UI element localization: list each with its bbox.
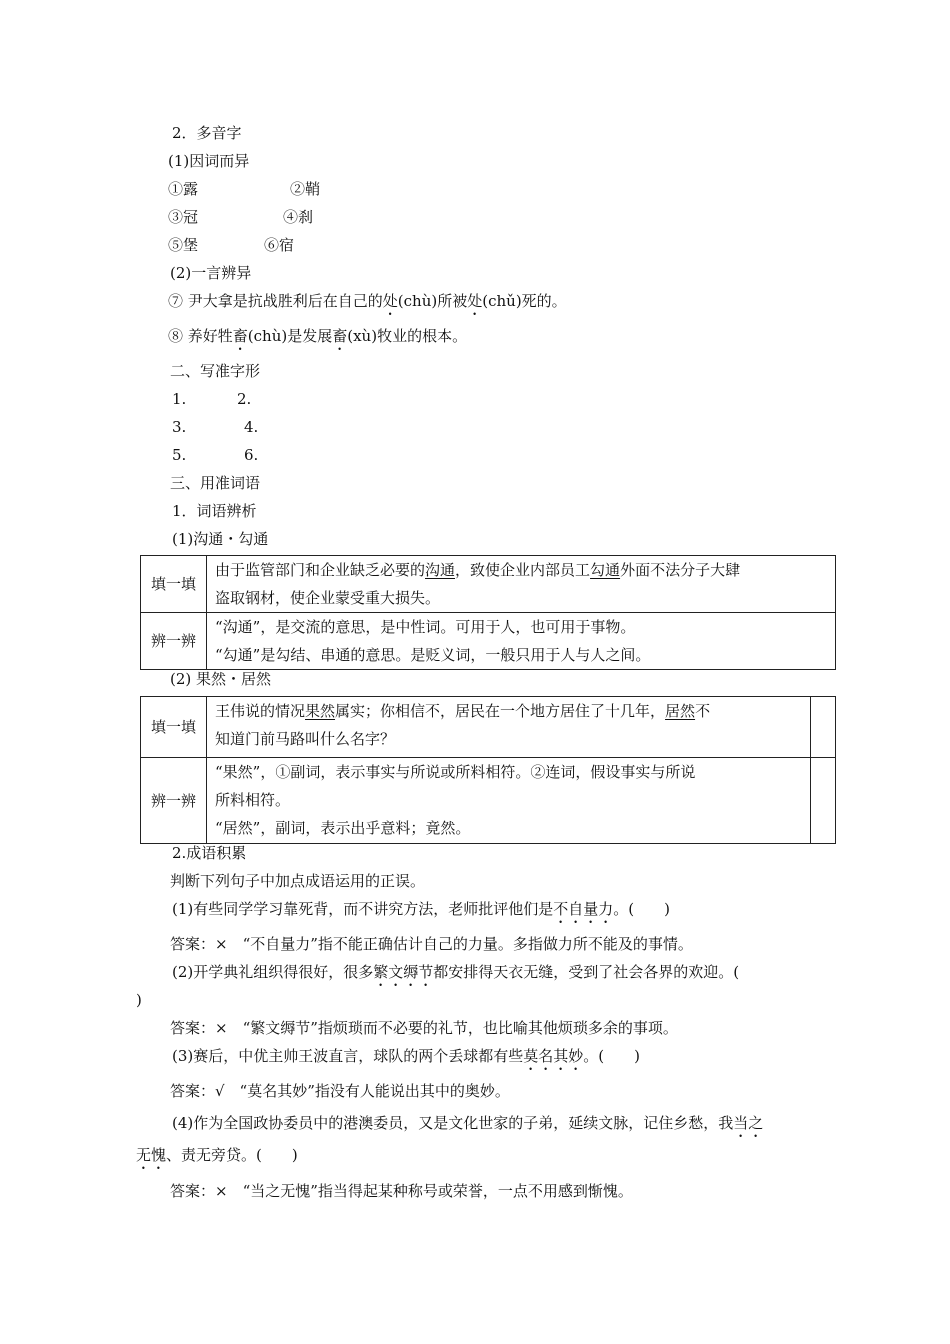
- polyphone-heading: 2．多音字: [172, 124, 242, 142]
- idiom-heading: 2.成语积累: [172, 844, 247, 862]
- diff-explanation: “沟通”，是交流的意思，是中性词。可用于人，也可用于事物。 “勾通”是勾结、串通的意思。是贬义词，一般只用于人与人之间。: [207, 613, 836, 670]
- sentence-8: ⑧ 养好牲畜(chù)是发展畜(xù)牧业的根本。: [168, 327, 468, 345]
- question-4-cont: 无愧、责无旁贷。( ): [136, 1146, 298, 1164]
- fill-label: 填一填: [141, 697, 207, 758]
- polyphone-item: ③冠: [168, 208, 199, 226]
- answer-3: 答案：√ “莫名其妙”指没有人能说出其中的奥妙。: [170, 1082, 510, 1100]
- question-4: (4)作为全国政协委员中的港澳委员，又是文化世家的子弟，延续文脉，记住乡愁，我当之: [172, 1114, 764, 1132]
- glyph-item: 2.: [237, 390, 252, 408]
- table2-title: (2) 果然・居然: [170, 670, 272, 688]
- idiom-intro: 判断下列句子中加点成语运用的正误。: [170, 872, 426, 890]
- polyphone-item: ②鞘: [290, 180, 321, 198]
- word-analysis-heading: 1．词语辨析: [172, 502, 257, 520]
- polyphone-item: ⑥宿: [264, 236, 295, 254]
- glyph-item: 3.: [172, 418, 187, 436]
- answer-2: 答案：× “繁文缛节”指烦琐而不必要的礼节，也比喻其他烦琐多余的事项。: [170, 1019, 678, 1037]
- diff-label: 辨一辨: [141, 758, 207, 844]
- polyphone-item: ⑤堡: [168, 236, 199, 254]
- polyphone-sub2: (2)一言辨异: [170, 264, 252, 282]
- word-table-2: [140, 696, 836, 844]
- question-2: (2)开学典礼组织得很好，很多繁文缛节都安排得天衣无缝，受到了社会各界的欢迎。(: [172, 963, 740, 981]
- glyph-item: 4.: [244, 418, 259, 436]
- answer-4: 答案：× “当之无愧”指当得起某种称号或荣誉，一点不用感到惭愧。: [170, 1182, 633, 1200]
- glyph-item: 1.: [172, 390, 187, 408]
- answer-1: 答案：× “不自量力”指不能正确估计自己的力量。多指做力所不能及的事情。: [170, 935, 693, 953]
- glyph-item: 6.: [244, 446, 259, 464]
- empty-cell: [811, 758, 836, 844]
- sentence-7: ⑦ 尹大拿是抗战胜利后在自己的处(chù)所被处(chǔ)死的。: [168, 292, 567, 310]
- glyph-item: 5.: [172, 446, 187, 464]
- fill-label: 填一填: [141, 556, 207, 613]
- question-1: (1)有些同学学习靠死背，而不讲究方法，老师批评他们是不自量力。( ): [172, 900, 670, 918]
- polyphone-item: ①露: [168, 180, 199, 198]
- empty-cell: [811, 697, 836, 758]
- table1-title: (1)沟通・勾通: [172, 530, 269, 548]
- word-section-heading: 三、用准词语: [170, 474, 261, 492]
- question-3: (3)赛后，中优主帅王波直言，球队的两个丢球都有些莫名其妙。( ): [172, 1047, 640, 1065]
- diff-explanation: “果然”，①副词，表示事实与所说或所料相符。②连词，假设事实与所说 所料相符。 “居然”，副词，表示出乎意料；竟然。: [207, 758, 811, 844]
- fill-sentence: 由于监管部门和企业缺乏必要的沟通，致使企业内部员工勾通外面不法分子大肆 盗取钢材，使企业蒙受重大损失。: [207, 556, 836, 613]
- polyphone-sub1: (1)因词而异: [168, 152, 250, 170]
- word-table-1: [140, 555, 836, 670]
- polyphone-item: ④刹: [283, 208, 314, 226]
- glyph-section-heading: 二、写准字形: [170, 362, 261, 380]
- fill-sentence: 王伟说的情况果然属实；你相信不，居民在一个地方居住了十几年，居然不 知道门前马路叫什么名字？: [207, 697, 811, 758]
- question-2-cont: ): [136, 991, 142, 1009]
- diff-label: 辨一辨: [141, 613, 207, 670]
